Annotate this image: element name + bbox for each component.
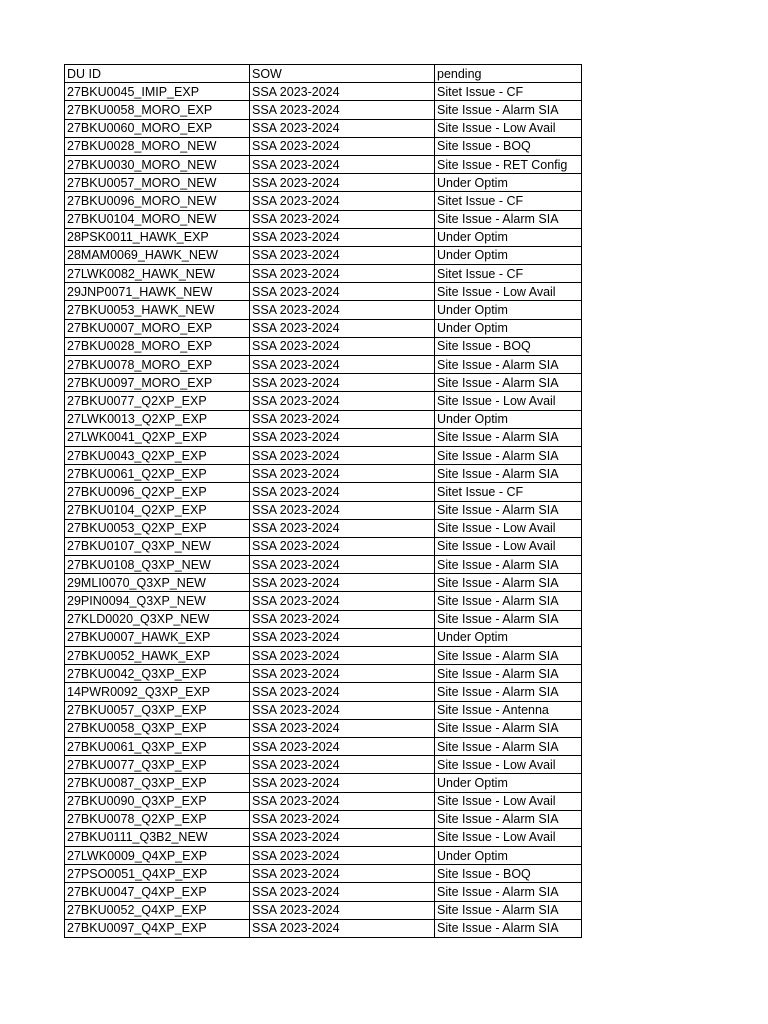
du-id-cell: 27BKU0007_MORO_EXP [65, 319, 250, 337]
pending-cell: Site Issue - Alarm SIA [435, 719, 582, 737]
du-id-cell: 27BKU0043_Q2XP_EXP [65, 446, 250, 464]
pending-cell: Site Issue - RET Config [435, 155, 582, 173]
du-id-cell: 27LWK0041_Q2XP_EXP [65, 428, 250, 446]
du-id-cell: 27BKU0111_Q3B2_NEW [65, 828, 250, 846]
table-row [65, 119, 582, 137]
table-row [65, 719, 582, 737]
du-id-cell: 27BKU0053_Q2XP_EXP [65, 519, 250, 537]
table-row [65, 501, 582, 519]
pending-cell: Under Optim [435, 847, 582, 865]
table-body [65, 65, 582, 938]
table-row [65, 628, 582, 646]
table-row [65, 374, 582, 392]
table-row [65, 301, 582, 319]
du-id-cell: 27BKU0057_Q3XP_EXP [65, 701, 250, 719]
header-cell-du-id: DU ID [65, 65, 250, 83]
sow-cell: SSA 2023-2024 [250, 501, 435, 519]
sow-cell: SSA 2023-2024 [250, 901, 435, 919]
pending-cell: Site Issue - Alarm SIA [435, 810, 582, 828]
du-id-cell: 29PIN0094_Q3XP_NEW [65, 592, 250, 610]
pending-cell: Site Issue - Low Avail [435, 519, 582, 537]
table-row [65, 610, 582, 628]
table-row [65, 828, 582, 846]
pending-cell: Sitet Issue - CF [435, 83, 582, 101]
sow-cell: SSA 2023-2024 [250, 246, 435, 264]
table-row [65, 865, 582, 883]
sow-cell: SSA 2023-2024 [250, 155, 435, 173]
du-id-cell: 27BKU0096_Q2XP_EXP [65, 483, 250, 501]
table-row [65, 265, 582, 283]
pending-cell: Under Optim [435, 410, 582, 428]
du-id-cell: 27BKU0058_Q3XP_EXP [65, 719, 250, 737]
sow-cell: SSA 2023-2024 [250, 137, 435, 155]
table-row [65, 537, 582, 555]
pending-cell: Under Optim [435, 246, 582, 264]
du-id-cell: 29JNP0071_HAWK_NEW [65, 283, 250, 301]
du-id-cell: 27PSO0051_Q4XP_EXP [65, 865, 250, 883]
sow-cell: SSA 2023-2024 [250, 537, 435, 555]
du-id-cell: 27BKU0060_MORO_EXP [65, 119, 250, 137]
pending-cell: Site Issue - Alarm SIA [435, 610, 582, 628]
pending-cell: Site Issue - Alarm SIA [435, 446, 582, 464]
table-row [65, 792, 582, 810]
table-row [65, 901, 582, 919]
pending-cell: Site Issue - Low Avail [435, 792, 582, 810]
table-row [65, 519, 582, 537]
du-id-cell: 27BKU0057_MORO_NEW [65, 174, 250, 192]
sow-cell: SSA 2023-2024 [250, 574, 435, 592]
pending-cell: Site Issue - Low Avail [435, 119, 582, 137]
header-cell-pending: pending [435, 65, 582, 83]
sow-cell: SSA 2023-2024 [250, 774, 435, 792]
pending-cell: Site Issue - Alarm SIA [435, 101, 582, 119]
table-row [65, 701, 582, 719]
sow-cell: SSA 2023-2024 [250, 119, 435, 137]
du-id-cell: 28MAM0069_HAWK_NEW [65, 246, 250, 264]
table-row [65, 246, 582, 264]
sow-cell: SSA 2023-2024 [250, 792, 435, 810]
sow-cell: SSA 2023-2024 [250, 756, 435, 774]
pending-cell: Site Issue - Low Avail [435, 756, 582, 774]
pending-cell: Sitet Issue - CF [435, 192, 582, 210]
du-id-cell: 27LWK0013_Q2XP_EXP [65, 410, 250, 428]
sow-cell: SSA 2023-2024 [250, 665, 435, 683]
pending-cell: Under Optim [435, 319, 582, 337]
table-row [65, 319, 582, 337]
du-id-cell: 27BKU0053_HAWK_NEW [65, 301, 250, 319]
pending-cell: Site Issue - Alarm SIA [435, 683, 582, 701]
pending-cell: Site Issue - Alarm SIA [435, 210, 582, 228]
sow-cell: SSA 2023-2024 [250, 483, 435, 501]
table-row [65, 137, 582, 155]
pending-cell: Site Issue - Alarm SIA [435, 592, 582, 610]
sow-cell: SSA 2023-2024 [250, 301, 435, 319]
table-row [65, 592, 582, 610]
sow-cell: SSA 2023-2024 [250, 228, 435, 246]
table-row [65, 428, 582, 446]
table-row [65, 356, 582, 374]
sow-cell: SSA 2023-2024 [250, 810, 435, 828]
pending-cell: Site Issue - Alarm SIA [435, 501, 582, 519]
pending-cell: Sitet Issue - CF [435, 265, 582, 283]
du-id-cell: 14PWR0092_Q3XP_EXP [65, 683, 250, 701]
du-id-cell: 27BKU0078_Q2XP_EXP [65, 810, 250, 828]
pending-cell: Site Issue - Alarm SIA [435, 647, 582, 665]
pending-cell: Site Issue - BOQ [435, 865, 582, 883]
du-id-cell: 27BKU0096_MORO_NEW [65, 192, 250, 210]
sow-cell: SSA 2023-2024 [250, 847, 435, 865]
table-row [65, 483, 582, 501]
du-id-cell: 27BKU0078_MORO_EXP [65, 356, 250, 374]
table-row [65, 337, 582, 355]
du-id-cell: 27BKU0104_MORO_NEW [65, 210, 250, 228]
pending-cell: Site Issue - Low Avail [435, 828, 582, 846]
pending-cell: Site Issue - Alarm SIA [435, 883, 582, 901]
table-row [65, 446, 582, 464]
table-row [65, 737, 582, 755]
table-row [65, 174, 582, 192]
table-row [65, 210, 582, 228]
du-id-cell: 27BKU0108_Q3XP_NEW [65, 556, 250, 574]
sow-cell: SSA 2023-2024 [250, 610, 435, 628]
table-row [65, 410, 582, 428]
du-id-cell: 27BKU0028_MORO_NEW [65, 137, 250, 155]
sow-cell: SSA 2023-2024 [250, 174, 435, 192]
sow-cell: SSA 2023-2024 [250, 192, 435, 210]
pending-cell: Under Optim [435, 174, 582, 192]
table-row [65, 810, 582, 828]
table-row [65, 192, 582, 210]
table-row [65, 774, 582, 792]
du-id-cell: 27BKU0097_MORO_EXP [65, 374, 250, 392]
pending-cell: Site Issue - Alarm SIA [435, 919, 582, 937]
sow-cell: SSA 2023-2024 [250, 392, 435, 410]
pending-cell: Site Issue - BOQ [435, 337, 582, 355]
sow-cell: SSA 2023-2024 [250, 446, 435, 464]
pending-cell: Site Issue - Alarm SIA [435, 574, 582, 592]
sow-cell: SSA 2023-2024 [250, 337, 435, 355]
sow-cell: SSA 2023-2024 [250, 265, 435, 283]
du-id-cell: 27BKU0047_Q4XP_EXP [65, 883, 250, 901]
sow-cell: SSA 2023-2024 [250, 919, 435, 937]
du-id-cell: 27BKU0077_Q2XP_EXP [65, 392, 250, 410]
pending-cell: Site Issue - Alarm SIA [435, 737, 582, 755]
du-id-cell: 27BKU0104_Q2XP_EXP [65, 501, 250, 519]
pending-cell: Site Issue - Alarm SIA [435, 356, 582, 374]
sow-cell: SSA 2023-2024 [250, 683, 435, 701]
sow-cell: SSA 2023-2024 [250, 210, 435, 228]
sow-cell: SSA 2023-2024 [250, 647, 435, 665]
sow-cell: SSA 2023-2024 [250, 883, 435, 901]
pending-cell: Site Issue - Alarm SIA [435, 465, 582, 483]
pending-cell: Site Issue - Alarm SIA [435, 556, 582, 574]
table-row [65, 847, 582, 865]
header-row [65, 65, 582, 83]
sow-cell: SSA 2023-2024 [250, 519, 435, 537]
du-id-cell: 27BKU0090_Q3XP_EXP [65, 792, 250, 810]
table-row [65, 647, 582, 665]
pending-cell: Site Issue - Alarm SIA [435, 428, 582, 446]
table-row [65, 665, 582, 683]
du-id-cell: 27BKU0097_Q4XP_EXP [65, 919, 250, 937]
du-id-cell: 27BKU0028_MORO_EXP [65, 337, 250, 355]
table-row [65, 683, 582, 701]
du-id-cell: 27BKU0052_Q4XP_EXP [65, 901, 250, 919]
header-cell-sow: SOW [250, 65, 435, 83]
pending-cell: Site Issue - Low Avail [435, 283, 582, 301]
pending-cell: Sitet Issue - CF [435, 483, 582, 501]
sow-cell: SSA 2023-2024 [250, 428, 435, 446]
pending-cell: Site Issue - Alarm SIA [435, 901, 582, 919]
du-id-cell: 27BKU0061_Q2XP_EXP [65, 465, 250, 483]
du-id-cell: 28PSK0011_HAWK_EXP [65, 228, 250, 246]
pending-cell: Under Optim [435, 228, 582, 246]
du-id-cell: 27LWK0082_HAWK_NEW [65, 265, 250, 283]
pending-cell: Under Optim [435, 301, 582, 319]
du-id-cell: 27LWK0009_Q4XP_EXP [65, 847, 250, 865]
spreadsheet-page [64, 64, 582, 938]
du-id-cell: 27BKU0030_MORO_NEW [65, 155, 250, 173]
pending-cell: Site Issue - Low Avail [435, 537, 582, 555]
table-row [65, 883, 582, 901]
sow-cell: SSA 2023-2024 [250, 701, 435, 719]
sow-cell: SSA 2023-2024 [250, 556, 435, 574]
sow-cell: SSA 2023-2024 [250, 374, 435, 392]
data-table [64, 64, 582, 938]
du-id-cell: 27BKU0087_Q3XP_EXP [65, 774, 250, 792]
du-id-cell: 27BKU0045_IMIP_EXP [65, 83, 250, 101]
sow-cell: SSA 2023-2024 [250, 592, 435, 610]
table-row [65, 228, 582, 246]
du-id-cell: 27BKU0061_Q3XP_EXP [65, 737, 250, 755]
table-row [65, 756, 582, 774]
du-id-cell: 29MLI0070_Q3XP_NEW [65, 574, 250, 592]
sow-cell: SSA 2023-2024 [250, 865, 435, 883]
pending-cell: Under Optim [435, 774, 582, 792]
sow-cell: SSA 2023-2024 [250, 828, 435, 846]
sow-cell: SSA 2023-2024 [250, 101, 435, 119]
sow-cell: SSA 2023-2024 [250, 628, 435, 646]
sow-cell: SSA 2023-2024 [250, 319, 435, 337]
sow-cell: SSA 2023-2024 [250, 356, 435, 374]
sow-cell: SSA 2023-2024 [250, 465, 435, 483]
du-id-cell: 27BKU0077_Q3XP_EXP [65, 756, 250, 774]
du-id-cell: 27BKU0007_HAWK_EXP [65, 628, 250, 646]
table-row [65, 556, 582, 574]
table-row [65, 101, 582, 119]
pending-cell: Site Issue - Alarm SIA [435, 374, 582, 392]
table-row [65, 392, 582, 410]
du-id-cell: 27BKU0042_Q3XP_EXP [65, 665, 250, 683]
sow-cell: SSA 2023-2024 [250, 283, 435, 301]
table-row [65, 283, 582, 301]
sow-cell: SSA 2023-2024 [250, 719, 435, 737]
sow-cell: SSA 2023-2024 [250, 83, 435, 101]
pending-cell: Site Issue - BOQ [435, 137, 582, 155]
du-id-cell: 27BKU0107_Q3XP_NEW [65, 537, 250, 555]
table-row [65, 155, 582, 173]
table-row [65, 83, 582, 101]
du-id-cell: 27BKU0058_MORO_EXP [65, 101, 250, 119]
sow-cell: SSA 2023-2024 [250, 737, 435, 755]
du-id-cell: 27KLD0020_Q3XP_NEW [65, 610, 250, 628]
pending-cell: Site Issue - Low Avail [435, 392, 582, 410]
table-row [65, 574, 582, 592]
pending-cell: Site Issue - Antenna [435, 701, 582, 719]
table-row [65, 919, 582, 937]
sow-cell: SSA 2023-2024 [250, 410, 435, 428]
pending-cell: Site Issue - Alarm SIA [435, 665, 582, 683]
table-row [65, 465, 582, 483]
pending-cell: Under Optim [435, 628, 582, 646]
du-id-cell: 27BKU0052_HAWK_EXP [65, 647, 250, 665]
